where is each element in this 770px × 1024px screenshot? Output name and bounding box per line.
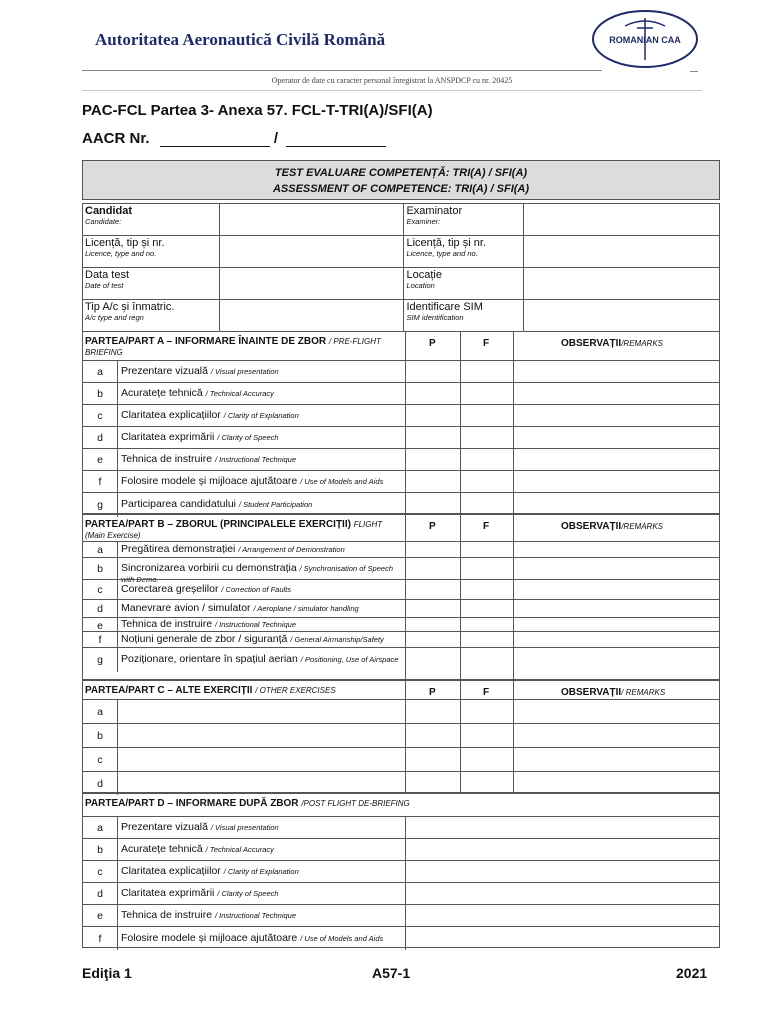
item-label-ro: Noțiuni generale de zbor / siguranță bbox=[121, 633, 288, 645]
row-divider bbox=[117, 632, 118, 648]
sublabel: Location bbox=[406, 281, 435, 290]
section-title: PARTEA/PART B – ZBORUL (PRINCIPALELE EXERCIȚII) bbox=[85, 519, 351, 530]
row-divider bbox=[117, 748, 118, 772]
item-label-en: / Clarity of Explanation bbox=[223, 867, 299, 876]
row-divider bbox=[117, 648, 118, 672]
identity-left-value[interactable] bbox=[219, 236, 404, 268]
item-letter: b bbox=[97, 563, 103, 575]
identity-right-label bbox=[404, 268, 524, 300]
checklist-row[interactable] bbox=[83, 470, 719, 493]
form-title: PAC-FCL Partea 3- Anexa 57. FCL-T-TRI(A)/SFI(A) bbox=[82, 102, 433, 119]
identity-right-label bbox=[404, 300, 524, 332]
checklist-row[interactable] bbox=[83, 771, 719, 795]
checklist-row[interactable] bbox=[83, 631, 719, 648]
item-label-en: / Correction of Faults bbox=[221, 585, 291, 594]
row-divider bbox=[117, 383, 118, 405]
item-label-ro: Claritatea explicațiilor bbox=[121, 865, 221, 877]
aacr-separator: / bbox=[273, 130, 279, 147]
item-label-ro: Prezentare vizuală bbox=[121, 821, 208, 833]
item-letter: b bbox=[97, 388, 103, 400]
identity-row bbox=[83, 204, 720, 236]
row-divider bbox=[117, 700, 118, 724]
remarks-label: OBSERVAȚII bbox=[561, 687, 622, 698]
item-label-en: / Instructional Technique bbox=[214, 620, 297, 629]
item-label-ro: Tehnica de instruire bbox=[121, 909, 213, 921]
item-label-en: / Visual presentation bbox=[210, 823, 279, 832]
item-letter: f bbox=[98, 932, 102, 945]
item-label bbox=[121, 584, 403, 595]
banner-title-ro: TEST EVALUARE COMPETENȚĂ: TRI(A) / SFI(A) bbox=[274, 167, 528, 179]
identity-left-label bbox=[83, 300, 220, 332]
item-label-ro: Tehnica de instruire bbox=[121, 453, 213, 465]
identity-table bbox=[82, 203, 720, 332]
item-label bbox=[121, 454, 403, 465]
checklist-row[interactable] bbox=[83, 599, 719, 618]
row-divider bbox=[117, 861, 118, 883]
checklist-row[interactable] bbox=[83, 723, 719, 748]
identity-row bbox=[83, 236, 720, 268]
item-label-ro: Participarea candidatului bbox=[121, 498, 236, 510]
item-label-en: / Positioning, Use of Airspace bbox=[300, 655, 399, 664]
footer-year: 2021 bbox=[676, 965, 708, 981]
row-divider bbox=[117, 361, 118, 383]
checklist-row[interactable] bbox=[83, 557, 719, 584]
identity-left-label bbox=[83, 268, 220, 300]
checklist-row[interactable] bbox=[83, 926, 719, 950]
item-label bbox=[121, 388, 403, 399]
identity-right-value[interactable] bbox=[524, 236, 720, 268]
col-remarks bbox=[561, 338, 663, 349]
item-label-ro: Pregătirea demonstrației bbox=[121, 543, 236, 555]
item-label-ro: Acuratețe tehnică bbox=[121, 843, 203, 855]
item-label bbox=[121, 432, 403, 443]
row-divider bbox=[405, 839, 406, 861]
item-label-en: / Clarity of Speech bbox=[217, 889, 279, 898]
section-title: PARTEA/PART A – INFORMARE ÎNAINTE DE ZBOR bbox=[85, 336, 327, 347]
row-divider bbox=[117, 449, 118, 471]
row-divider bbox=[117, 905, 118, 927]
item-letter: d bbox=[97, 888, 103, 900]
item-label bbox=[121, 619, 403, 630]
identity-left-label bbox=[83, 236, 220, 268]
item-letter: b bbox=[97, 844, 103, 856]
checklist-row[interactable] bbox=[83, 617, 719, 632]
identity-right-label bbox=[404, 236, 524, 268]
item-label-ro: Poziționare, orientare în spațiul aerian bbox=[121, 653, 298, 665]
row-divider bbox=[117, 427, 118, 449]
col-remarks bbox=[561, 687, 665, 698]
item-label-ro: Claritatea exprimării bbox=[121, 431, 215, 443]
row-divider bbox=[405, 905, 406, 927]
section-title-en: / OTHER EXERCISES bbox=[255, 686, 336, 695]
identity-right-value[interactable] bbox=[524, 204, 720, 236]
section-title-en: /POST FLIGHT DE-BRIEFING bbox=[301, 799, 410, 808]
item-label-en: / Instructional Technique bbox=[214, 911, 297, 920]
row-divider bbox=[405, 817, 406, 839]
label: Identificare SIM bbox=[406, 301, 483, 313]
item-label bbox=[121, 476, 403, 487]
item-label-en: / Clarity of Explanation bbox=[223, 411, 299, 420]
row-divider bbox=[117, 600, 118, 618]
item-label bbox=[121, 410, 403, 421]
aacr-label: AACR Nr. bbox=[82, 130, 150, 147]
identity-left-value[interactable] bbox=[219, 268, 404, 300]
item-letter: g bbox=[97, 499, 103, 511]
col-f: F bbox=[483, 521, 490, 532]
item-letter: c bbox=[97, 754, 103, 766]
checklist-row[interactable] bbox=[83, 360, 719, 383]
item-label-ro: Manevrare avion / simulator bbox=[121, 602, 251, 614]
item-label bbox=[121, 366, 403, 377]
item-letter: f bbox=[98, 476, 102, 488]
part-b-section bbox=[82, 514, 720, 680]
item-letter: d bbox=[97, 777, 103, 790]
col-p: P bbox=[429, 338, 436, 349]
item-label-en: / General Airmanship/Safety bbox=[290, 635, 384, 644]
aacr-year-field[interactable] bbox=[286, 133, 386, 147]
section-title: PARTEA/PART C – ALTE EXERCIȚII bbox=[85, 685, 253, 696]
sublabel: Licence, type and no. bbox=[85, 249, 157, 258]
item-letter: e bbox=[97, 454, 103, 466]
item-letter: e bbox=[97, 910, 103, 922]
remarks-label: OBSERVAȚII bbox=[561, 521, 622, 532]
row-divider bbox=[117, 542, 118, 558]
label: Data test bbox=[85, 269, 130, 281]
item-label bbox=[121, 634, 403, 645]
remarks-label-en: /REMARKS bbox=[621, 522, 663, 531]
assessment-banner bbox=[82, 160, 720, 200]
checklist-row[interactable] bbox=[83, 404, 719, 427]
item-label-en: / Synchronisation of Speech with Demo. bbox=[121, 564, 393, 584]
checklist-row[interactable] bbox=[83, 448, 719, 471]
item-label bbox=[121, 499, 403, 510]
checklist-row[interactable] bbox=[83, 816, 719, 839]
item-label-en: / Aeroplane / simulator handling bbox=[253, 604, 359, 613]
checklist-row[interactable] bbox=[83, 426, 719, 449]
sublabel: SIM identification bbox=[406, 313, 464, 322]
row-divider bbox=[405, 883, 406, 905]
item-letter: a bbox=[97, 706, 103, 718]
item-label-ro: Claritatea explicațiilor bbox=[121, 409, 221, 421]
checklist-row[interactable] bbox=[83, 838, 719, 861]
section-title: PARTEA/PART D – INFORMARE DUPĂ ZBOR bbox=[85, 798, 299, 809]
row-divider bbox=[405, 927, 406, 950]
label: Examinator bbox=[406, 205, 463, 217]
remarks-label-en: /REMARKS bbox=[621, 339, 663, 348]
row-divider bbox=[117, 839, 118, 861]
part-a-title bbox=[85, 336, 401, 358]
section-title-en: / PRE-FLIGHT BRIEFING bbox=[85, 337, 381, 357]
row-divider bbox=[405, 861, 406, 883]
col-f: F bbox=[483, 338, 490, 349]
footer-edition: Ediţia 1 bbox=[82, 965, 132, 981]
item-label bbox=[121, 866, 403, 877]
operator-note: Operator de date cu caracter personal înregistrat la ANSPDCP cu nr. 20425 bbox=[271, 76, 513, 85]
row-divider bbox=[117, 883, 118, 905]
item-label bbox=[121, 544, 403, 555]
identity-right-value[interactable] bbox=[524, 300, 720, 332]
header-rule-end bbox=[690, 71, 698, 72]
item-letter: c bbox=[97, 410, 103, 422]
identity-left-value[interactable] bbox=[219, 204, 404, 236]
item-label bbox=[121, 910, 403, 921]
item-label-en: / Student Participation bbox=[238, 500, 313, 509]
label: Candidat bbox=[85, 205, 133, 217]
checklist-row[interactable] bbox=[83, 747, 719, 772]
sublabel: Date of test bbox=[85, 281, 124, 290]
checklist-row[interactable] bbox=[83, 647, 719, 672]
header-rule bbox=[82, 70, 602, 71]
col-p: P bbox=[429, 521, 436, 532]
item-letter: a bbox=[97, 366, 103, 378]
item-label-ro: Acuratețe tehnică bbox=[121, 387, 203, 399]
row-divider bbox=[117, 724, 118, 748]
sublabel: Licence, type and no. bbox=[406, 249, 478, 258]
checklist-row[interactable] bbox=[83, 699, 719, 724]
item-letter: b bbox=[97, 730, 103, 742]
item-label-ro: Prezentare vizuală bbox=[121, 365, 208, 377]
item-label-en: / Use of Models and Aids bbox=[300, 477, 384, 486]
item-label-ro: Folosire modele și mijloace ajutătoare bbox=[121, 931, 298, 944]
item-label-ro: Tehnica de instruire bbox=[121, 618, 213, 630]
item-letter: e bbox=[97, 620, 103, 632]
sublabel: A/c type and regn bbox=[85, 313, 144, 322]
part-c-title bbox=[85, 685, 401, 696]
label: Tip A/c și înmatric. bbox=[85, 301, 175, 313]
logo-text: ROMANIAN CAA bbox=[609, 35, 681, 45]
banner-title-en: ASSESSMENT OF COMPETENCE: TRI(A) / SFI(A) bbox=[272, 183, 530, 195]
footer-page: A57-1 bbox=[372, 965, 411, 981]
part-d-section bbox=[82, 793, 720, 948]
part-c-section bbox=[82, 680, 720, 793]
item-label bbox=[121, 654, 403, 665]
row-divider bbox=[117, 618, 118, 632]
label: Locație bbox=[406, 269, 442, 281]
item-letter: g bbox=[97, 654, 103, 666]
checklist-row[interactable] bbox=[83, 382, 719, 405]
col-remarks bbox=[561, 521, 663, 532]
identity-row bbox=[83, 300, 720, 332]
item-label-en: / Visual presentation bbox=[210, 367, 279, 376]
item-label-ro: Claritatea exprimării bbox=[121, 887, 215, 899]
identity-left-label bbox=[83, 204, 220, 236]
label: Licență, tip și nr. bbox=[85, 237, 165, 249]
part-a-section bbox=[82, 331, 720, 514]
item-label-ro: Folosire modele și mijloace ajutătoare bbox=[121, 475, 298, 487]
item-letter: d bbox=[97, 603, 103, 615]
row-divider bbox=[117, 772, 118, 795]
romanian-caa-logo bbox=[590, 8, 700, 70]
item-letter: f bbox=[98, 634, 102, 646]
checklist-row[interactable] bbox=[83, 541, 719, 558]
item-label-en: / Use of Models and Aids bbox=[300, 933, 384, 943]
row-divider bbox=[117, 558, 118, 580]
item-label bbox=[121, 933, 403, 944]
label: Licență, tip și nr. bbox=[406, 237, 486, 249]
row-divider bbox=[117, 927, 118, 950]
item-letter: a bbox=[97, 822, 103, 834]
sublabel: Examiner: bbox=[406, 217, 441, 226]
item-label-en: / Clarity of Speech bbox=[217, 433, 279, 442]
item-label-en: / Technical Accuracy bbox=[205, 389, 274, 398]
item-label bbox=[121, 603, 403, 614]
identity-right-value[interactable] bbox=[524, 268, 720, 300]
org-name: Autoritatea Aeronautică Civilă Română bbox=[95, 30, 386, 49]
identity-left-value[interactable] bbox=[219, 300, 404, 332]
item-letter: c bbox=[97, 584, 103, 596]
row-divider bbox=[117, 471, 118, 493]
checklist-row[interactable] bbox=[83, 882, 719, 905]
item-label-en: / Technical Accuracy bbox=[205, 845, 274, 854]
col-p: P bbox=[429, 687, 436, 698]
item-label bbox=[121, 844, 403, 855]
item-label-ro: Sincronizarea vorbirii cu demonstrația bbox=[121, 562, 297, 574]
item-label bbox=[121, 888, 403, 899]
item-letter: a bbox=[97, 544, 103, 556]
section-title-en: FLIGHT (Main Exercise) bbox=[85, 520, 383, 540]
header-rule-2 bbox=[82, 90, 702, 91]
checklist-row[interactable] bbox=[83, 579, 719, 600]
aacr-number bbox=[82, 130, 386, 147]
row-divider bbox=[117, 405, 118, 427]
item-letter: d bbox=[97, 432, 103, 444]
identity-right-label bbox=[404, 204, 524, 236]
item-letter: c bbox=[97, 866, 103, 878]
remarks-label-en: / REMARKS bbox=[621, 688, 666, 697]
item-label-ro: Corectarea greșelilor bbox=[121, 583, 219, 595]
part-b-title bbox=[85, 519, 401, 541]
row-divider bbox=[117, 817, 118, 839]
checklist-row[interactable] bbox=[83, 860, 719, 883]
identity-row bbox=[83, 268, 720, 300]
checklist-row[interactable] bbox=[83, 904, 719, 927]
item-label-en: / Arrangement of Demonstration bbox=[238, 545, 345, 554]
aacr-number-field[interactable] bbox=[160, 133, 270, 147]
row-divider bbox=[117, 580, 118, 600]
sublabel: Candidate: bbox=[85, 217, 122, 226]
col-f: F bbox=[483, 687, 490, 698]
item-label bbox=[121, 822, 403, 833]
part-d-title bbox=[85, 798, 685, 809]
remarks-label: OBSERVAȚII bbox=[561, 338, 622, 349]
item-label-en: / Instructional Technique bbox=[214, 455, 297, 464]
